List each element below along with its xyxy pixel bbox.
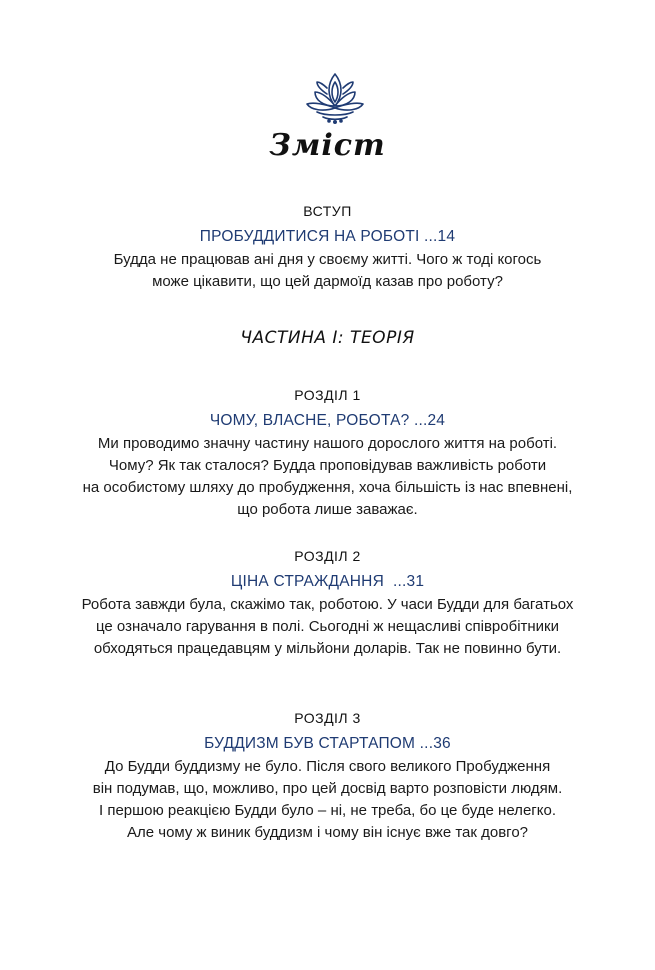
chapter-description xyxy=(0,756,655,844)
chapter-description xyxy=(0,433,655,521)
intro-description xyxy=(0,249,655,293)
toc-title: Зміст xyxy=(269,128,386,163)
chapter-line: До Будди буддизму не було. Після свого великого Пробудження xyxy=(104,758,551,775)
chapter-label: РОЗДІЛ 2 xyxy=(294,548,361,564)
chapter-line: на особистому шляху до пробудження, хоча більшість із нас впевнені, xyxy=(82,479,573,496)
intro-label: ВСТУП xyxy=(303,203,352,219)
chapter-line: обходяться працедавцям у мільйони доларів. Так не повинно бути. xyxy=(93,640,562,657)
chapter-heading: БУДДИЗМ БУВ СТАРТАПОМ ...36 xyxy=(204,735,451,752)
intro-section xyxy=(0,203,655,293)
chapter-line: він подумав, що, можливо, про цей досвід варто розповісти людям. xyxy=(92,780,563,797)
chapter-line: Але чому ж виник буддизм і чому він існує вже так довго? xyxy=(126,824,529,841)
chapter-description xyxy=(0,594,655,660)
chapter-2-section xyxy=(0,548,655,660)
chapter-line: Ми проводимо значну частину нашого дорослого життя на роботі. xyxy=(97,435,558,452)
intro-line: Будда не працював ані дня у своєму житті. Чого ж тоді когось xyxy=(113,251,542,268)
chapter-line: це означало гарування в полі. Сьогодні ж нещасливі співробітники xyxy=(95,618,559,635)
chapter-3-section xyxy=(0,710,655,844)
chapter-1-section xyxy=(0,387,655,521)
chapter-line: І першою реакцією Будди було – ні, не треба, бо це буде нелегко. xyxy=(98,802,556,819)
chapter-label: РОЗДІЛ 1 xyxy=(294,387,361,403)
chapter-line: Робота завжди була, скажімо так, роботою. У часи Будди для багатьох xyxy=(81,596,574,613)
chapter-line: що робота лише заважає. xyxy=(237,501,418,518)
chapter-heading: ЧОМУ, ВЛАСНЕ, РОБОТА? ...24 xyxy=(209,412,446,429)
intro-line: може цікавити, що цей дармоїд казав про роботу? xyxy=(152,273,503,290)
chapter-line: Чому? Як так сталося? Будда проповідував важливість роботи xyxy=(108,457,547,474)
chapter-heading: ЦІНА СТРАЖДАННЯ ...31 xyxy=(230,573,425,590)
part-title: ЧАСТИНА І: ТЕОРІЯ xyxy=(240,328,415,348)
intro-heading: ПРОБУДДИТИСЯ НА РОБОТІ ...14 xyxy=(199,228,456,245)
chapter-label: РОЗДІЛ 3 xyxy=(294,710,361,726)
lotus-icon xyxy=(303,70,367,126)
